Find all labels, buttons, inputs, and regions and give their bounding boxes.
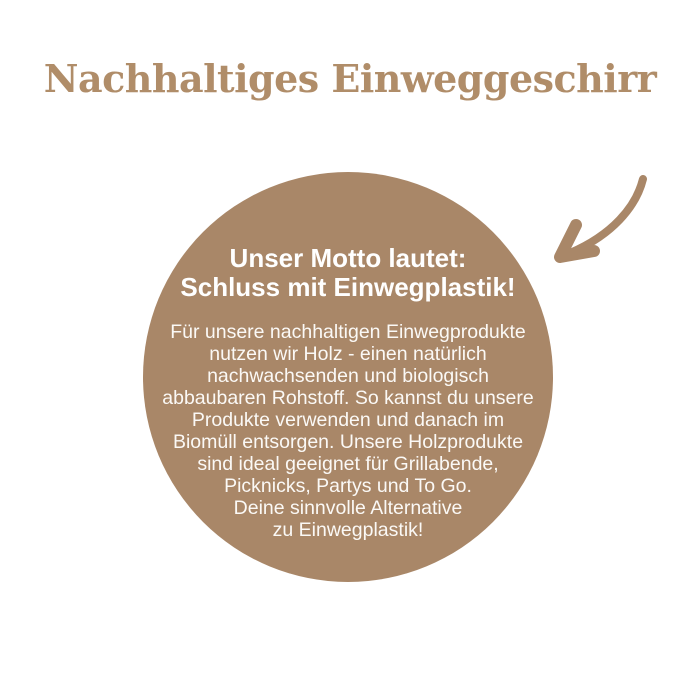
motto-body-line: nachwachsenden und biologisch xyxy=(207,365,489,387)
motto-heading xyxy=(143,244,553,302)
motto-body-line: sind ideal geeignet für Grillabende, xyxy=(197,453,499,475)
motto-body-line: Für unsere nachhaltigen Einwegprodukte xyxy=(170,321,526,343)
motto-body-line: abbaubaren Rohstoff. So kannst du unsere xyxy=(162,387,534,409)
motto-heading-line-1: Unser Motto lautet: xyxy=(229,243,467,273)
motto-body-text xyxy=(143,321,553,541)
motto-body-line: Deine sinnvolle Alternative xyxy=(233,497,463,519)
curved-arrow-icon xyxy=(540,165,660,275)
motto-circle xyxy=(143,172,553,582)
page-title: Nachhaltiges Einweggeschirr xyxy=(43,56,657,101)
motto-body-line: Produkte verwenden und danach im xyxy=(191,409,505,431)
motto-body-line: Picknicks, Partys und To Go. xyxy=(224,475,472,497)
motto-body-line: zu Einwegplastik! xyxy=(272,519,424,541)
motto-body-line: nutzen wir Holz - einen natürlich xyxy=(209,343,487,365)
motto-heading-line-2: Schluss mit Einwegplastik! xyxy=(180,272,516,302)
motto-body-line: Biomüll entsorgen. Unsere Holzprodukte xyxy=(172,431,524,453)
